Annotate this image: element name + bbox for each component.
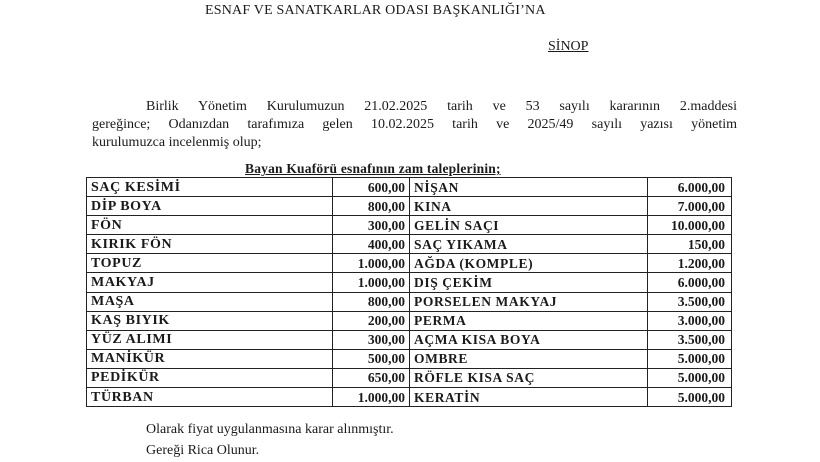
service-price-cell: 5.000,00 [648, 388, 732, 407]
service-name-cell: GELİN SAÇI [410, 216, 648, 235]
service-price-cell: 300,00 [333, 330, 410, 349]
table-row [87, 197, 732, 216]
service-price-cell: 800,00 [333, 292, 410, 311]
service-name-cell: PEDİKÜR [87, 368, 333, 387]
service-price-cell: 6.000,00 [648, 273, 732, 292]
service-price-cell: 3.000,00 [648, 311, 732, 330]
table-row [87, 292, 732, 311]
service-name-cell: RÖFLE KISA SAÇ [410, 368, 648, 387]
service-price-cell: 200,00 [333, 311, 410, 330]
service-name-cell: MAŞA [87, 292, 333, 311]
service-price-cell: 3.500,00 [648, 330, 732, 349]
service-name-cell: TÜRBAN [87, 388, 333, 407]
service-price-cell: 400,00 [333, 235, 410, 254]
service-name-cell: KAŞ BIYIK [87, 311, 333, 330]
service-name-cell: MANİKÜR [87, 349, 333, 368]
table-row [87, 388, 732, 407]
addressee-title: ESNAF VE SANATKARLAR ODASI BAŞKANLIĞI’NA [205, 3, 546, 18]
table-title: Bayan Kuaförü esnafının zam taleplerinin; [245, 161, 501, 176]
service-name-cell: AĞDA (KOMPLE) [410, 254, 648, 273]
table-row [87, 311, 732, 330]
service-name-cell: DIŞ ÇEKİM [410, 273, 648, 292]
service-name-cell: MAKYAJ [87, 273, 333, 292]
table-row [87, 330, 732, 349]
service-price-cell: 500,00 [333, 349, 410, 368]
service-price-cell: 5.000,00 [648, 349, 732, 368]
service-price-cell: 800,00 [333, 197, 410, 216]
footer-closing-line: Gereği Rica Olunur. [146, 443, 260, 458]
service-price-cell: 1.000,00 [333, 388, 410, 407]
body-line-1: Birlik Yönetim Kurulumuzun 21.02.2025 tarih ve 53 sayılı kararının 2.maddesi [146, 99, 737, 114]
table-row [87, 235, 732, 254]
body-paragraph [92, 98, 737, 152]
service-price-cell: 6.000,00 [648, 178, 732, 197]
table-row [87, 368, 732, 387]
service-price-cell: 10.000,00 [648, 216, 732, 235]
service-name-cell: AÇMA KISA BOYA [410, 330, 648, 349]
service-name-cell: KERATİN [410, 388, 648, 407]
service-name-cell: SAÇ KESİMİ [87, 178, 333, 197]
service-name-cell: KINA [410, 197, 648, 216]
service-price-cell: 150,00 [648, 235, 732, 254]
table-row [87, 178, 732, 197]
service-name-cell: FÖN [87, 216, 333, 235]
service-name-cell: DİP BOYA [87, 197, 333, 216]
table-row [87, 254, 732, 273]
service-name-cell: PERMA [410, 311, 648, 330]
price-table [86, 177, 732, 407]
table-row [87, 216, 732, 235]
addressee-city: SİNOP [548, 39, 589, 54]
body-line-3: kurulumuzca incelenmiş olup; [92, 135, 262, 150]
service-price-cell: 3.500,00 [648, 292, 732, 311]
service-price-cell: 7.000,00 [648, 197, 732, 216]
service-price-cell: 1.000,00 [333, 273, 410, 292]
service-price-cell: 650,00 [333, 368, 410, 387]
service-name-cell: NİŞAN [410, 178, 648, 197]
service-name-cell: SAÇ YIKAMA [410, 235, 648, 254]
body-line-2: gereğince; Odanızdan tarafımıza gelen 10.02.2025 tarih ve 2025/49 sayılı yazısı yönetim [92, 117, 737, 132]
service-name-cell: OMBRE [410, 349, 648, 368]
service-price-cell: 600,00 [333, 178, 410, 197]
service-name-cell: KIRIK FÖN [87, 235, 333, 254]
table-row [87, 273, 732, 292]
footer-decision-line: Olarak fiyat uygulanmasına karar alınmıştır. [146, 422, 394, 437]
service-price-cell: 5.000,00 [648, 368, 732, 387]
service-price-cell: 1.200,00 [648, 254, 732, 273]
service-price-cell: 1.000,00 [333, 254, 410, 273]
service-price-cell: 300,00 [333, 216, 410, 235]
service-name-cell: PORSELEN MAKYAJ [410, 292, 648, 311]
table-row [87, 349, 732, 368]
service-name-cell: YÜZ ALIMI [87, 330, 333, 349]
service-name-cell: TOPUZ [87, 254, 333, 273]
